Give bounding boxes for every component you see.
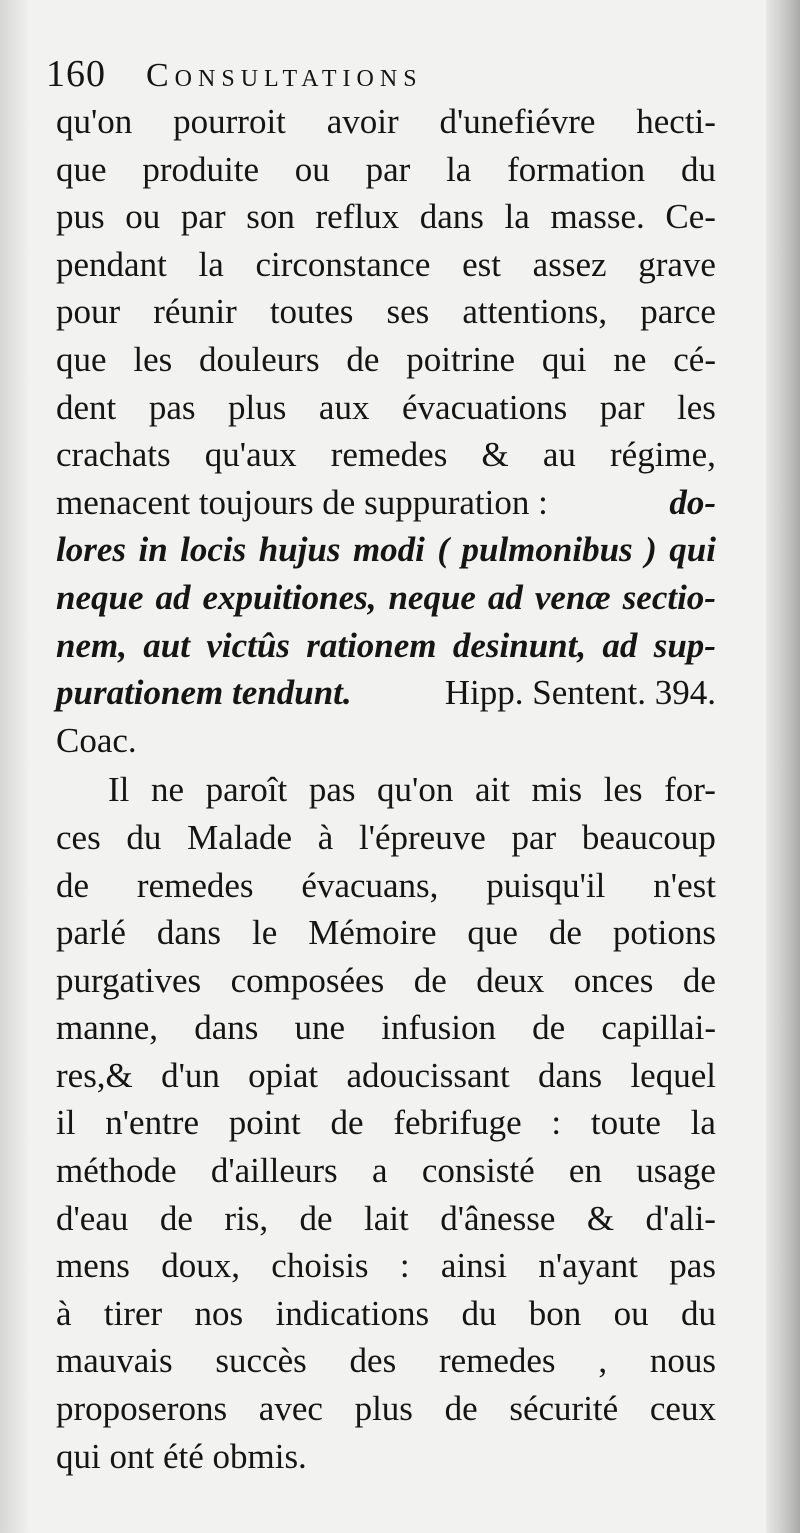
text-line <box>56 1099 716 1147</box>
text-line-content: que les douleurs de poitrine qui ne cé- <box>56 339 716 379</box>
text-line-content: manne, dans une infusion de capillai- <box>56 1008 716 1048</box>
text-line <box>56 431 716 479</box>
paragraph-2 <box>56 766 716 1480</box>
text-line <box>56 1195 716 1243</box>
text-line-content: proposerons avec plus de sécurité ceux <box>56 1389 716 1429</box>
text-line <box>56 909 716 957</box>
text-line <box>56 574 716 622</box>
running-head <box>46 52 686 102</box>
text-line-content: pendant la circonstance est assez grave <box>56 244 716 284</box>
text-line <box>56 336 716 384</box>
text-line-citation-end <box>56 717 716 765</box>
text-line <box>56 1004 716 1052</box>
text-line-latin-intro <box>56 479 716 527</box>
text-line <box>56 1385 716 1433</box>
text-line-content: pour réunir toutes ses attentions, parce <box>56 292 716 332</box>
text-line-content: purgatives composées de deux onces de <box>56 960 716 1000</box>
running-title: Consultations <box>146 57 423 94</box>
text-line <box>56 1147 716 1195</box>
text-line-content: crachats qu'aux remedes & au régime, <box>56 435 716 475</box>
text-line-content: qu'on pourroit avoir d'unefiévre hecti- <box>56 102 716 141</box>
text-line-content: à tirer nos indications du bon ou du <box>56 1293 716 1333</box>
paragraph-1 <box>56 98 716 479</box>
latin-quote-start: do- <box>669 482 716 522</box>
text-line-content: il n'entre point de febrifuge : toute la <box>56 1103 716 1143</box>
page-edge-shadow <box>766 0 800 1533</box>
text-line <box>56 1290 716 1338</box>
text-block <box>56 98 716 1480</box>
text-line-content: d'eau de ris, de lait d'ânesse & d'ali- <box>56 1198 716 1238</box>
latin-quote <box>56 526 716 669</box>
text-line-content: mens doux, choisis : ainsi n'ayant pas <box>56 1246 716 1286</box>
text-line-content: qui ont été obmis. <box>56 1436 307 1476</box>
citation-end: Coac. <box>56 720 137 760</box>
text-line-content: res,& d'un opiat adoucissant dans lequel <box>56 1055 716 1095</box>
text-line <box>56 766 716 814</box>
page-gutter-shadow <box>0 0 30 1533</box>
text-line-content: mauvais succès des remedes , nous <box>56 1341 716 1381</box>
text-line <box>56 862 716 910</box>
page-number: 160 <box>46 53 106 95</box>
text-line-content: neque ad expuitiones, neque ad venæ sectio- <box>56 577 716 617</box>
text-line <box>56 146 716 194</box>
text-line <box>56 1052 716 1100</box>
text-line-citation <box>56 669 716 717</box>
latin-quote-end: purationem tendunt. <box>56 673 352 713</box>
text-line-content: que produite ou par la formation du <box>56 149 716 189</box>
text-line <box>56 193 716 241</box>
text-line-content: ces du Malade à l'épreuve par beaucoup <box>56 817 716 857</box>
text-line <box>56 241 716 289</box>
text-line-content: dent pas plus aux évacuations par les <box>56 387 716 427</box>
text-line <box>56 526 716 574</box>
text-line <box>56 98 716 146</box>
text-line <box>56 957 716 1005</box>
text-line <box>56 288 716 336</box>
text-line-content: nem, aut victûs rationem desinunt, ad sup- <box>56 625 716 665</box>
text-line-content: méthode d'ailleurs a consisté en usage <box>56 1151 716 1191</box>
text-line-content: parlé dans le Mémoire que de potions <box>56 913 716 953</box>
text-line <box>56 622 716 670</box>
citation: Hipp. Sentent. 394. <box>444 673 716 713</box>
text-line-content: de remedes évacuans, puisqu'il n'est <box>56 865 716 905</box>
text-line <box>56 1433 716 1481</box>
text-line-part: menacent toujours de suppuration : <box>56 482 548 522</box>
text-line-content: Il ne paroît pas qu'on ait mis les for- <box>108 770 716 810</box>
text-line-content: lores in locis hujus modi ( pulmonibus ) qui <box>56 530 716 570</box>
text-line <box>56 1337 716 1385</box>
text-line-content: pus ou par son reflux dans la masse. Ce- <box>56 197 716 237</box>
text-line <box>56 384 716 432</box>
text-line <box>56 1242 716 1290</box>
text-line <box>56 814 716 862</box>
